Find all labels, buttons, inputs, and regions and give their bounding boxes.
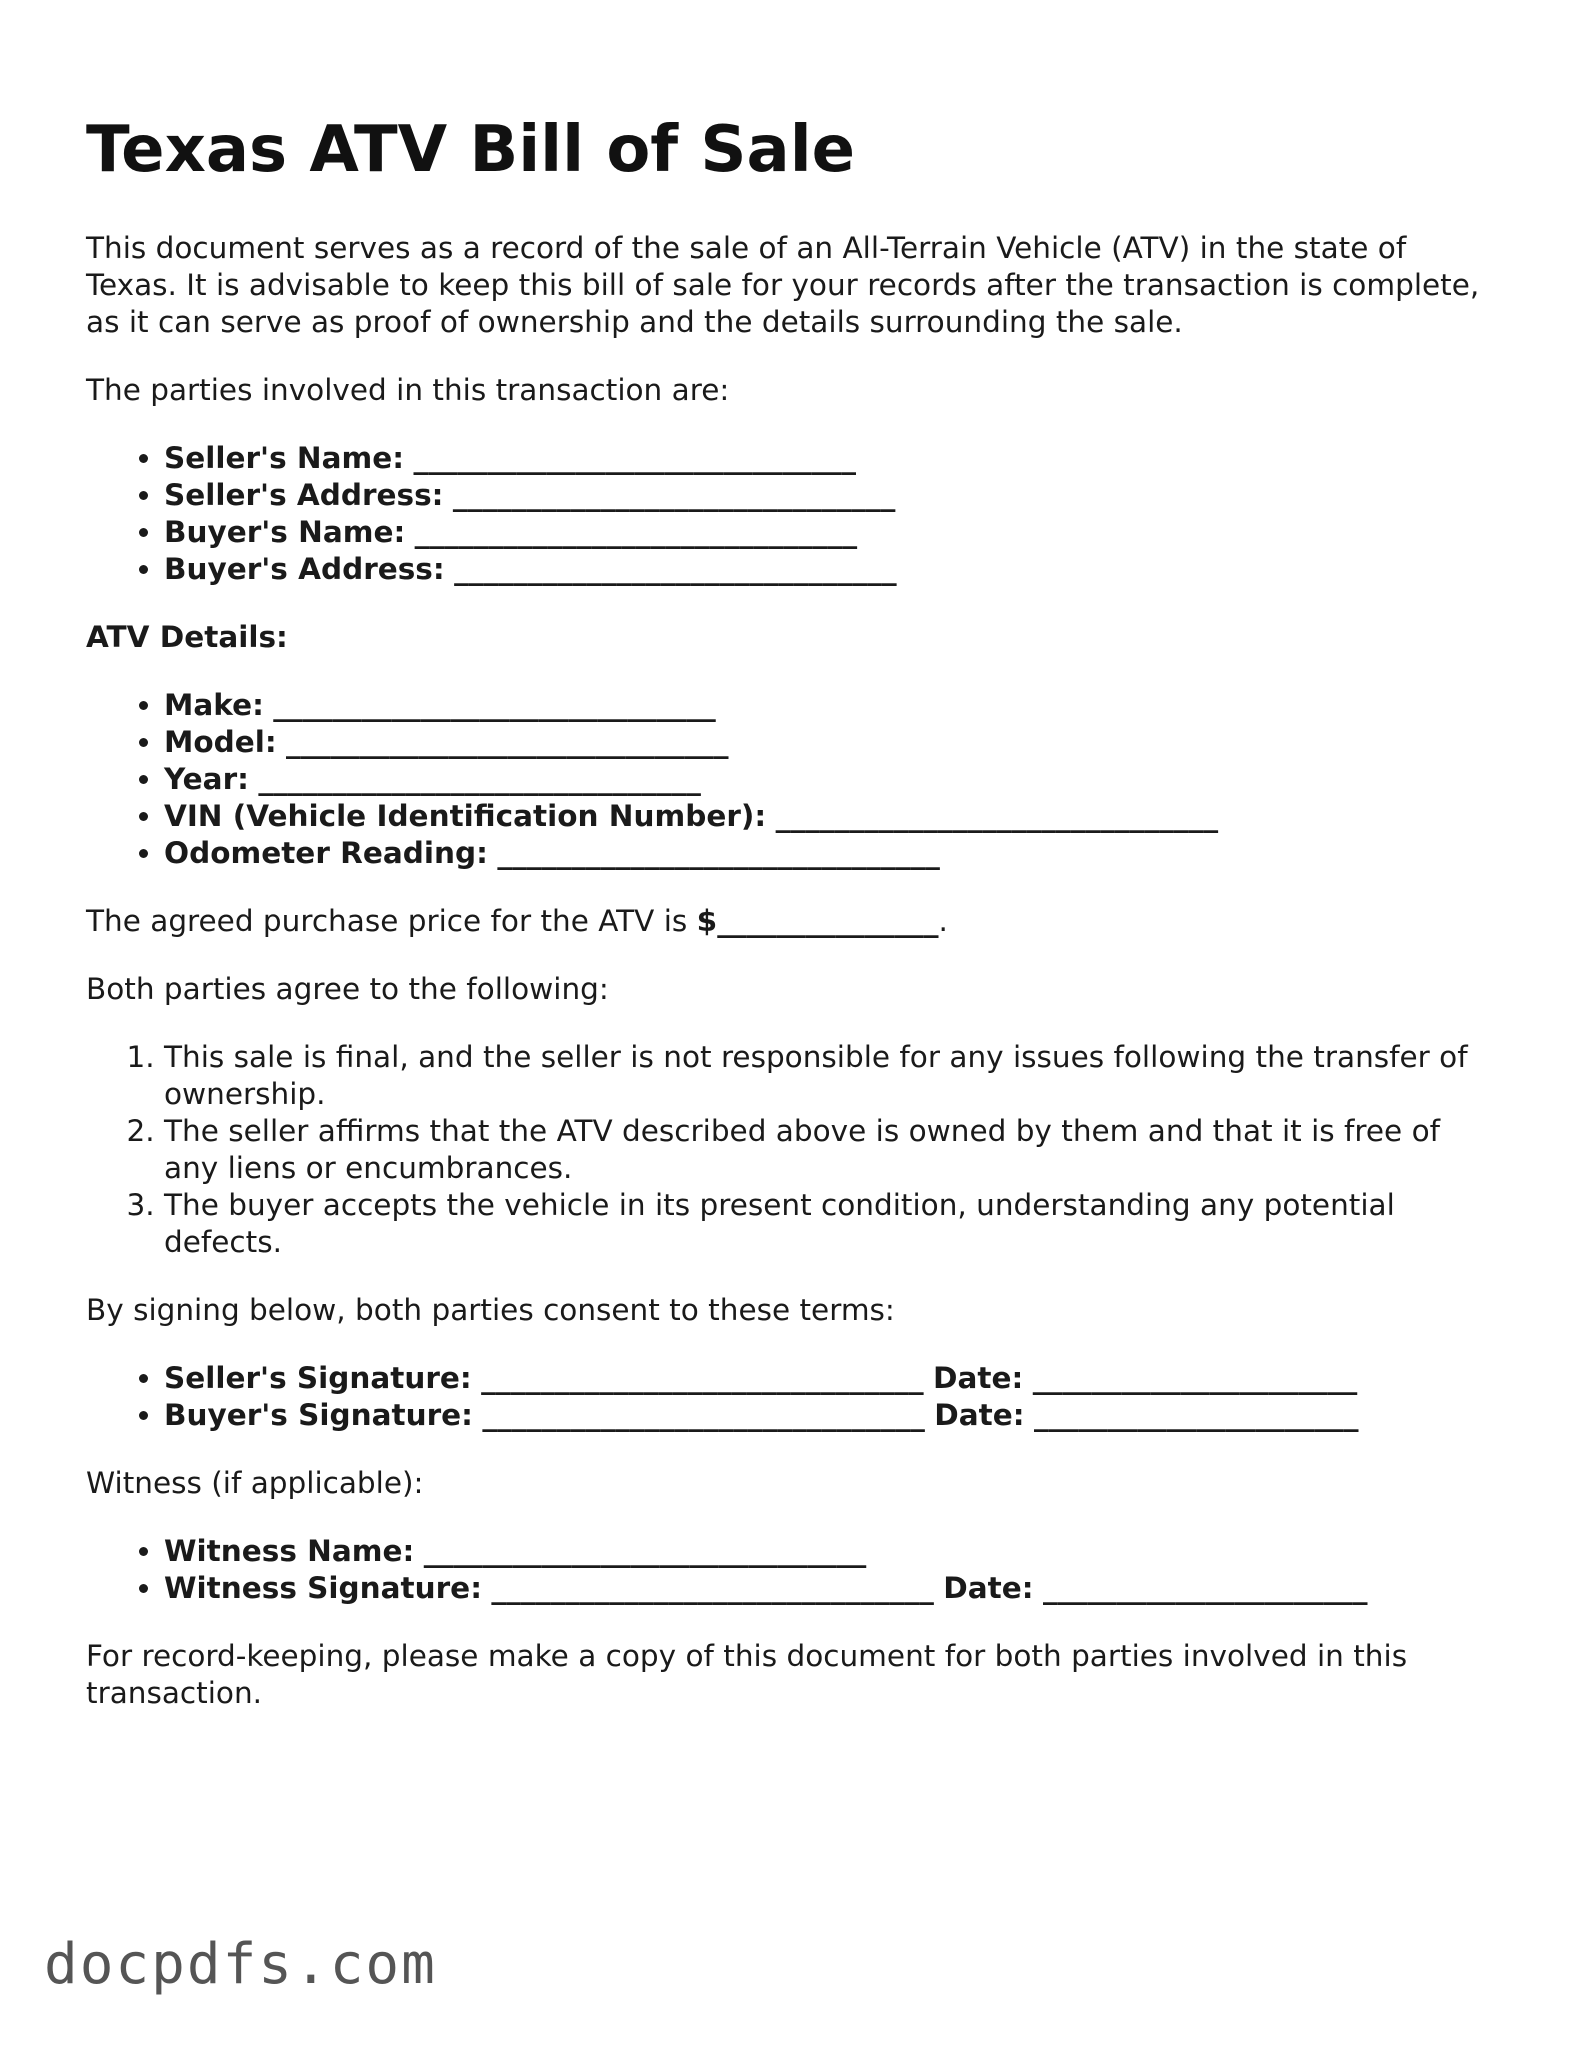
- list-item-buyer-name: [164, 514, 1496, 551]
- seller-address-label: Seller's Address:: [164, 478, 444, 512]
- model-blank: ______________________________: [286, 725, 729, 759]
- make-label: Make:: [164, 688, 264, 722]
- document-title: Texas ATV Bill of Sale: [86, 113, 856, 187]
- vin-label: VIN (Vehicle Identification Number):: [164, 799, 767, 833]
- odometer-blank: ______________________________: [497, 836, 940, 870]
- list-item-witness-name: [164, 1533, 1496, 1570]
- term-item: 2. The seller affirms that the ATV described above is owned by them and that it is free of any liens or encumbrances.: [164, 1113, 1496, 1187]
- buyer-date-blank: ______________________: [1033, 1398, 1359, 1432]
- year-label: Year:: [164, 762, 249, 796]
- buyer-address-blank: ______________________________: [454, 552, 897, 586]
- record-keeping-note: For record-keeping, please make a copy of this document for both parties involved in this transaction.: [86, 1639, 1408, 1710]
- seller-address-blank: ______________________________: [452, 478, 896, 512]
- parties-intro: The parties involved in this transaction are:: [86, 373, 730, 407]
- list-item-seller-name: [164, 440, 1496, 477]
- seller-signature-blank: ______________________________: [481, 1361, 924, 1395]
- list-item-seller-signature: [164, 1360, 1496, 1397]
- seller-date-label: Date:: [933, 1361, 1024, 1395]
- atv-details-list: [86, 687, 1496, 872]
- list-item-odometer: [164, 835, 1496, 872]
- vin-blank: ______________________________: [775, 799, 1219, 833]
- list-item-buyer-signature: [164, 1397, 1496, 1434]
- price-line: [86, 903, 1496, 940]
- witness-intro: Witness (if applicable):: [86, 1466, 424, 1500]
- seller-date-blank: ______________________: [1032, 1361, 1358, 1395]
- term-item: 1. This sale is final, and the seller is not responsible for any issues following the transfer of ownership.: [164, 1039, 1496, 1113]
- witness-name-blank: ______________________________: [423, 1534, 867, 1568]
- price-prefix: The agreed purchase price for the ATV is: [86, 904, 688, 938]
- seller-name-label: Seller's Name:: [164, 441, 405, 475]
- buyer-signature-blank: ______________________________: [482, 1398, 925, 1432]
- make-blank: ______________________________: [273, 688, 716, 722]
- terms-list: [86, 1039, 1496, 1261]
- signatures-list: [86, 1360, 1496, 1434]
- term-item: 3. The buyer accepts the vehicle in its present condition, understanding any potential defects.: [164, 1187, 1496, 1261]
- witness-date-label: Date:: [943, 1571, 1034, 1605]
- list-item-year: [164, 761, 1496, 798]
- year-blank: ______________________________: [258, 762, 701, 796]
- witness-signature-label: Witness Signature:: [164, 1571, 482, 1605]
- seller-signature-label: Seller's Signature:: [164, 1361, 472, 1395]
- model-label: Model:: [164, 725, 277, 759]
- consent-intro: By signing below, both parties consent to these terms:: [86, 1293, 895, 1327]
- odometer-label: Odometer Reading:: [164, 836, 488, 870]
- atv-details-heading: ATV Details:: [86, 620, 288, 654]
- witness-name-label: Witness Name:: [164, 1534, 415, 1568]
- buyer-name-label: Buyer's Name:: [164, 515, 406, 549]
- price-suffix: .: [938, 904, 948, 938]
- buyer-address-label: Buyer's Address:: [164, 552, 445, 586]
- list-item-seller-address: [164, 477, 1496, 514]
- witness-list: [86, 1533, 1496, 1607]
- list-item-vin: [164, 798, 1496, 835]
- parties-list: [86, 440, 1496, 588]
- watermark-logo: docpdfs.com: [44, 1932, 437, 1997]
- agreement-intro: Both parties agree to the following:: [86, 972, 609, 1006]
- list-item-make: [164, 687, 1496, 724]
- list-item-witness-signature: [164, 1570, 1496, 1607]
- list-item-model: [164, 724, 1496, 761]
- intro-paragraph: This document serves as a record of the sale of an All-Terrain Vehicle (ATV) in the state of Texas. It is advisable to keep this bill of sale for your records after the transaction is complete, as it can serve as proof of ownership and the details surrounding the sale.: [86, 231, 1480, 339]
- price-amount-blank: $_______________: [696, 904, 939, 938]
- list-item-buyer-address: [164, 551, 1496, 588]
- document-page: [86, 108, 1496, 1743]
- buyer-date-label: Date:: [934, 1398, 1025, 1432]
- witness-date-blank: ______________________: [1042, 1571, 1368, 1605]
- seller-name-blank: ______________________________: [413, 441, 856, 475]
- buyer-signature-label: Buyer's Signature:: [164, 1398, 473, 1432]
- witness-signature-blank: ______________________________: [491, 1571, 934, 1605]
- buyer-name-blank: ______________________________: [414, 515, 858, 549]
